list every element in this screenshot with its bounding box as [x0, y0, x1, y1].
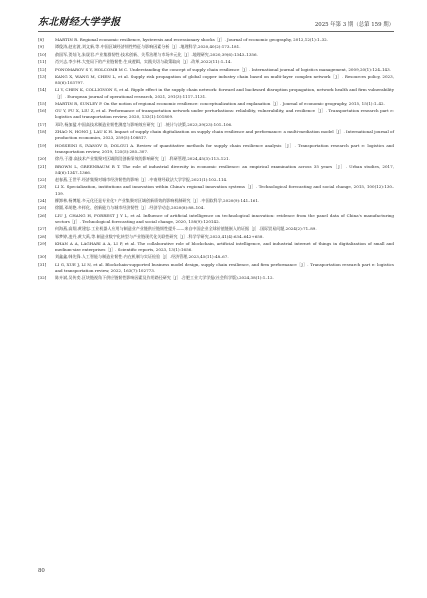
reference-text: BROWN L, GREENBAUM R T. The role of industrial diversity in economic resilience: an empirical examination across 35 years［J］. Urban studies, 2017, 54(6):1347–1366.: [55, 163, 394, 175]
reference-list: [38, 37, 394, 283]
reference-number: [30]: [38, 254, 47, 260]
reference-text: GU Y, FU X, LIU Z, et al. Performance of transportation network under perturbations: reliability, vulnerability, and resilience［J］. Transportation research part e: logistics and transportation review, 2020, 133(1):101809.: [55, 108, 394, 120]
reference-item: [38, 37, 394, 43]
reference-number: [22]: [38, 177, 47, 183]
reference-number: [14]: [38, 87, 47, 93]
reference-item: [38, 143, 394, 155]
reference-number: [29]: [38, 240, 47, 246]
reference-text: LI Y, CHEN K, COLLIGNON S, et al. Ripple effect in the supply chain network: forward and backward disruption propagation, network health and firm vulnerability［J］. European journal of operational research, 2021, 291(3):1117–1131.: [55, 87, 394, 99]
reference-text: LIU J, CHANG H, FORREST J Y L, et al. Influence of artificial intelligence on technological innovation: evidence from the panel data of China's manufacturing sectors［J］. Technological forecasting and social change, 2020, 158(9):120142.: [55, 212, 394, 224]
reference-text: 赵春燕,王世平.经济集聚对城市经济韧性的影响［J］.中南财经政法大学学报,2021(1):102–114.: [55, 177, 228, 183]
running-header: [38, 13, 394, 29]
reference-number: [21]: [38, 163, 47, 169]
reference-item: [38, 184, 394, 196]
reference-text: 邹梦婷,凌丹,黄大禹,等.制造业数字化转型与产业链现代化关联性研究［J］.科学学研究,2023,41(4):634–642+658.: [55, 233, 264, 239]
reference-text: MARTIN R, SUNLEY P. On the notion of regional economic resilience: conceptualization and explanation［J］. Journal of economic geography, 2015, 15(1):1–42.: [55, 100, 385, 106]
reference-number: [25]: [38, 205, 47, 211]
reference-number: [13]: [38, 73, 47, 79]
reference-text: 何海燕,高翔,黄建忠.工业机器人应用与制造业产业链供应链韧性提升——来自中国企业全球价值链嵌入的证据［J］.国际贸易问题,2024(2):71–89.: [55, 226, 317, 232]
reference-item: [38, 156, 394, 162]
reference-text: 谭俊涛,赵宏波,刘文新,等.中国区域经济韧性特征与影响因素分析［J］.地理科学,2020,40(2):173–181.: [55, 44, 241, 50]
reference-text: 俞国军,贺灿飞,朱晟君.产业集群韧性:技术创新、关系治理与市场多元化［J］.地理研究,2020,39(6):1343–1356.: [55, 51, 258, 57]
reference-item: [38, 59, 394, 65]
reference-text: 邓玲,杨加猛.中国高技术制造业韧性测度与影响效应研究［J］.统计与决策,2023,39(23):101–106.: [55, 121, 233, 127]
reference-item: [38, 122, 394, 128]
reference-text: 徐圆,邓胡艳.多样化、创新能力与城市经济韧性［J］.经济学动态,2020(8):88–104.: [55, 205, 205, 211]
reference-text: 陈卉斌,吴传奕.区块链视角下供应链韧性影响因素及作用路径研究［J］.合肥工业大学学报(社会科学版),2024,38(1):1–12.: [55, 275, 274, 281]
reference-number: [12]: [38, 66, 47, 72]
reference-number: [23]: [38, 184, 47, 190]
reference-number: [26]: [38, 212, 47, 218]
reference-item: [38, 164, 394, 176]
reference-text: 徐丹,于渤.高技术产业集聚对区域阶段创新绩效的影响研究［J］.科研管理,2024,45(3):113–121.: [55, 156, 230, 162]
reference-text: 刘鑫鑫,韩先锋.人工智能与制造业韧性:内在机制与实证检验［J］.经济管理,2023,45(11):48–67.: [55, 254, 229, 260]
reference-number: [27]: [38, 226, 47, 232]
reference-item: [38, 87, 394, 99]
header-divider: [38, 31, 394, 32]
reference-item: [38, 101, 394, 107]
reference-text: LI G, XUE J, LI N, et al. Blockchain-supported business model design, supply chain resilience, and firm performance［J］. Transportation research part e: logistics and transportation review, 2022, 163(7):102773.: [55, 261, 394, 273]
reference-text: PONOMAROV S Y, HOLCOMB M C. Understanding the concept of supply chain resilience［J］. International journal of logistics management, 2009,20(1):124–143.: [55, 66, 391, 72]
reference-number: [31]: [38, 261, 47, 267]
reference-number: [10]: [38, 51, 47, 57]
reference-item: [38, 177, 394, 183]
reference-number: [24]: [38, 197, 47, 203]
reference-number: [16]: [38, 108, 47, 114]
reference-text: LI X. Specialization, institutions and innovation within China's regional innovation systems［J］. Technological forecasting and social change, 2015, 100(12):130–139.: [55, 184, 394, 196]
journal-name: 东北财经大学学报: [38, 17, 121, 28]
reference-item: [38, 108, 394, 120]
reference-item: [38, 67, 394, 73]
issue-info: 2025 年第 3 期（总第 159 期）: [314, 22, 394, 28]
reference-item: [38, 198, 394, 204]
reference-text: KANG X, WANG M, CHEN L, et al. Supply risk propagation of global copper industry chain based on multi-layer complex network［J］. Resources policy, 2023, 85(6):103797.: [55, 73, 394, 86]
reference-item: [38, 205, 394, 211]
reference-item: [38, 52, 394, 58]
reference-text: 柳卸林,杨博旭.多元化还是专业化? 产业集聚对区域创新绩效的影响机制研究［J］.中国软科学,2020(9):141–161.: [55, 197, 260, 203]
reference-item: [38, 262, 394, 274]
reference-number: [32]: [38, 275, 47, 281]
reference-text: 肖兴志,李少林.大变局下的产业链韧性:生成逻辑、实践关切与政策取向［J］.改革,2022(11):1–14.: [55, 59, 232, 65]
reference-number: [8]: [38, 37, 44, 42]
reference-number: [9]: [38, 44, 44, 50]
reference-item: [38, 74, 394, 86]
reference-text: KHAN A A, LAGHARI A A, LI P, et al. The collaborative role of blockchain, artificial intelligence, and industrial internet of things in digitalization of small and medium-size enterprises［J］. Scientific reports, 2023, 13(1):1656.: [55, 240, 394, 253]
reference-text: MARTIN R. Regional economic resilience, hysteresis and recessionary shocks［J］. Journal of economic geography, 2012,12(1):1–32.: [55, 37, 329, 42]
reference-number: [11]: [38, 59, 47, 65]
reference-item: [38, 226, 394, 232]
reference-text: HOSSEINI S, IVANOV D, DOLGUI A. Review of quantitative methods for supply chain resilience analysis［J］. Transportation research part e: logistics and transportation review, 2019, 125(5):285–307.: [55, 142, 394, 154]
reference-number: [20]: [38, 156, 47, 162]
reference-item: [38, 44, 394, 50]
reference-item: [38, 129, 394, 141]
reference-number: [17]: [38, 121, 47, 127]
reference-text: ZHAO N, HONG J, LAU K H. Impact of supply chain digitalization on supply chain resilience and performance: a multi-mediation model［J］. International journal of production economics, 2023, 259(5):108817.: [55, 129, 394, 141]
reference-number: [18]: [38, 129, 47, 135]
reference-item: [38, 234, 394, 240]
reference-number: [15]: [38, 100, 47, 106]
reference-number: [19]: [38, 142, 47, 148]
reference-number: [28]: [38, 233, 47, 239]
reference-item: [38, 254, 394, 260]
reference-item: [38, 241, 394, 253]
page-number: 80: [38, 568, 45, 574]
reference-item: [38, 213, 394, 225]
reference-item: [38, 275, 394, 281]
